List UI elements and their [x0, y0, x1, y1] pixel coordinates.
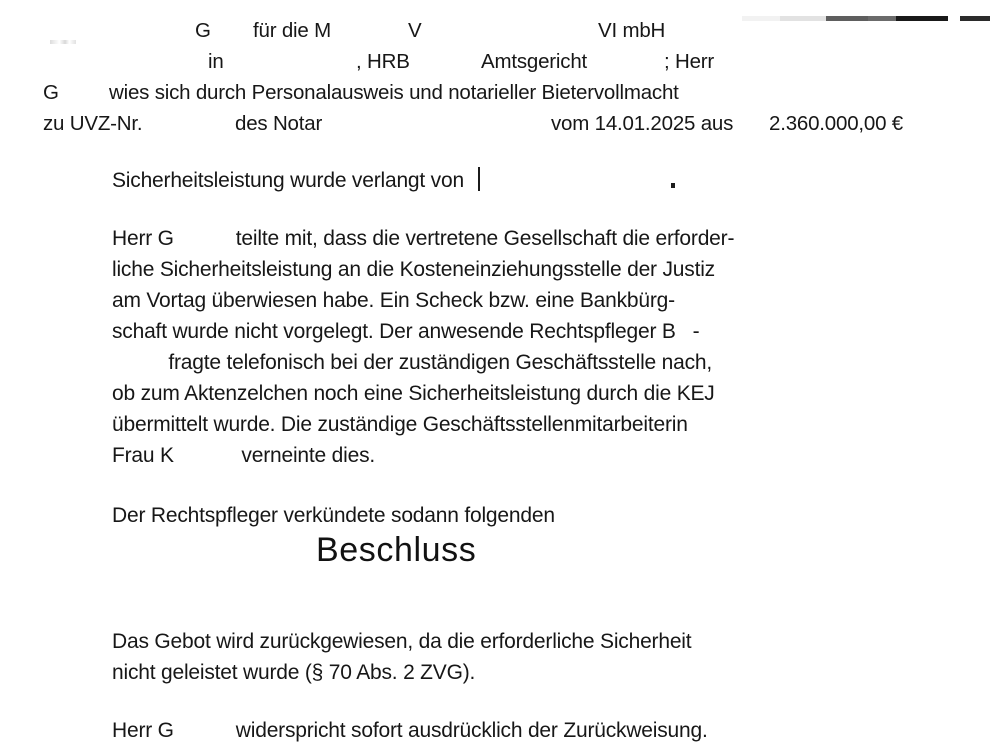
header-line4-date: vom 14.01.2025 aus [551, 112, 734, 135]
header-line1-legal-form: VI mbH [598, 19, 666, 42]
paragraph1-line-1: Herr G teilte mit, dass die vertretene Gesellschaft die erforder- [112, 227, 735, 250]
redaction-bar-segment [868, 16, 896, 21]
header-line2-herr: ; Herr [664, 50, 715, 73]
redaction-bar-segment [742, 16, 780, 21]
header-line2-in: in [208, 50, 224, 73]
stray-ink-dot [671, 183, 675, 188]
handwritten-vertical-stroke [478, 167, 480, 191]
paragraph1-line-8: Frau K verneinte dies. [112, 444, 376, 467]
redaction-bar-segment [826, 16, 868, 21]
page-title: Beschluss [316, 531, 477, 569]
paragraph1-line-7: übermittelt wurde. Die zuständige Geschäftsstellenmitarbeiterin [112, 413, 688, 436]
header-line4-amount: 2.360.000,00 € [769, 112, 903, 135]
security-deposit-line: Sicherheitsleistung wurde verlangt von [112, 169, 464, 192]
paragraph2-line-1: Das Gebot wird zurückgewiesen, da die erforderliche Sicherheit [112, 630, 692, 653]
header-line3-initial-g: G [43, 81, 59, 104]
announcement-line: Der Rechtspfleger verkündete sodann folgenden [112, 504, 555, 527]
redaction-bar-segment [960, 16, 990, 21]
paragraph1-line-5: fragte telefonisch bei der zuständigen Geschäftsstelle nach, [112, 351, 713, 374]
paragraph1-line-6: ob zum Aktenzelchen noch eine Sicherheitsleistung durch die KEJ [112, 382, 715, 405]
redaction-bar-segment [780, 16, 826, 21]
paragraph1-line-4: schaft wurde nicht vorgelegt. Der anwesende Rechtspfleger B - [112, 320, 700, 343]
header-line1-fuer-die: für die M [253, 19, 331, 42]
redaction-bar [742, 16, 990, 21]
header-line1-company-prefix: G [195, 19, 211, 42]
header-line1-initial-v: V [408, 19, 422, 42]
paragraph2-line-2: nicht geleistet wurde (§ 70 Abs. 2 ZVG). [112, 661, 476, 684]
header-line3-identification-text: wies sich durch Personalausweis und notarieller Bietervollmacht [109, 81, 679, 104]
paragraph1-line-3: am Vortag überwiesen habe. Ein Scheck bzw. eine Bankbürg- [112, 289, 675, 312]
scan-artifact-smudge [50, 40, 76, 44]
redaction-bar-segment [948, 16, 960, 21]
paragraph1-line-2: liche Sicherheitsleistung an die Kosteneinziehungsstelle der Justiz [112, 258, 715, 281]
header-line2-hrb: , HRB [356, 50, 410, 73]
paragraph3-line-1: Herr G widerspricht sofort ausdrücklich der Zurückweisung. [112, 719, 708, 742]
header-line2-amtsgericht: Amtsgericht [481, 50, 588, 73]
redaction-bar-segment [896, 16, 948, 21]
header-line4-uvz-nr: zu UVZ-Nr. [43, 112, 143, 135]
header-line4-des-notar: des Notar [235, 112, 323, 135]
